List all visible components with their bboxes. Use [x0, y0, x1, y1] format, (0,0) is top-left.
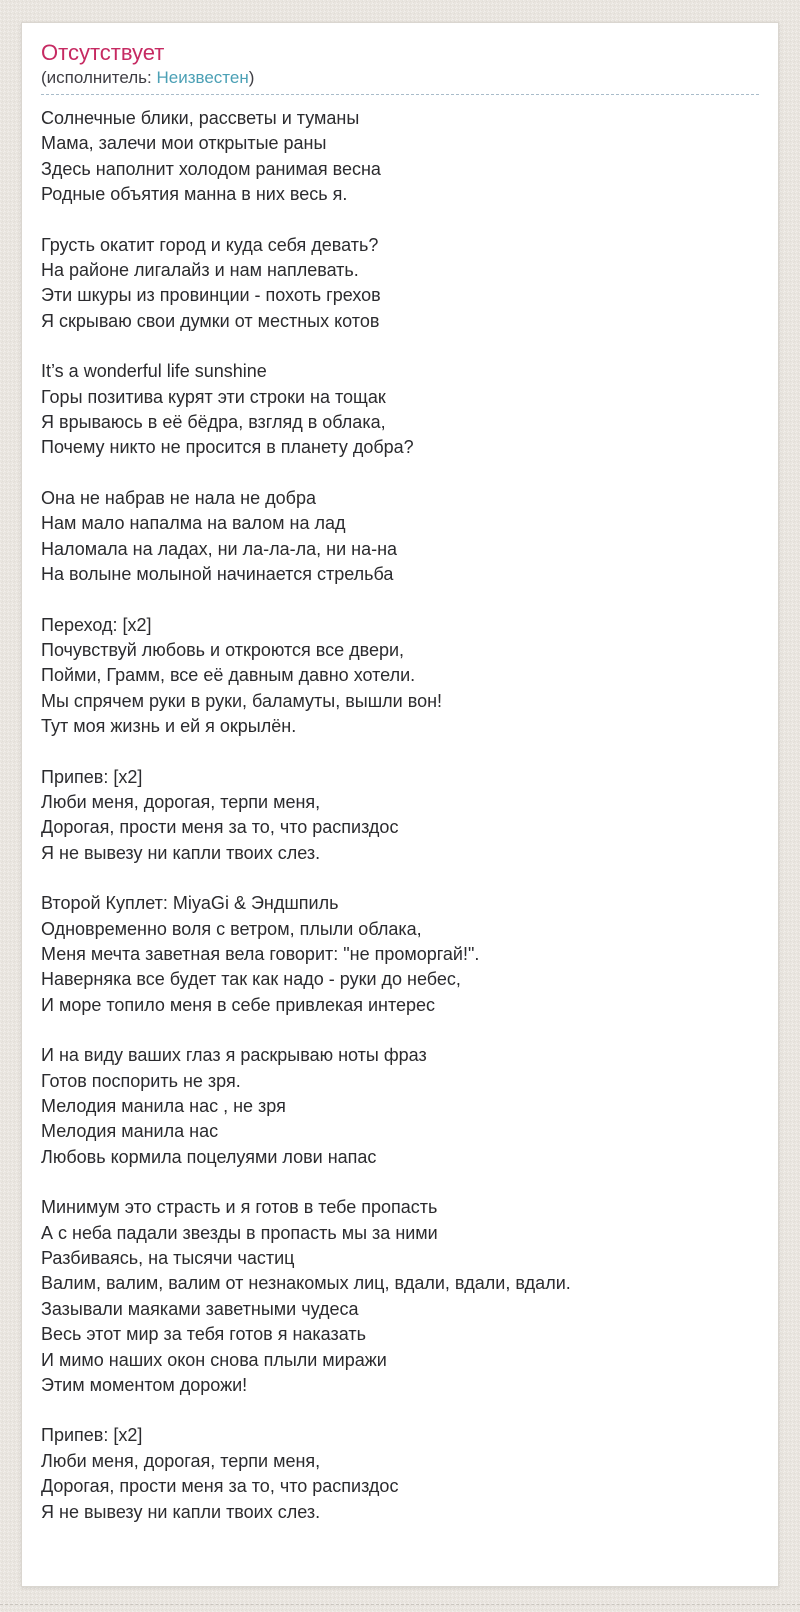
- lyrics-stanza: [41, 106, 759, 208]
- artist-label: (исполнитель:: [41, 68, 152, 87]
- lyrics-stanza: [41, 486, 759, 588]
- lyric-line: На районе лигалайз и нам наплевать.: [41, 260, 359, 281]
- lyric-line: Пойми, Грамм, все её давным давно хотели.: [41, 665, 416, 686]
- lyric-line: Любовь кормила поцелуями лови напас: [41, 1146, 377, 1167]
- lyric-line: На волыне молыной начинается стрельба: [41, 564, 394, 585]
- lyric-line: Валим, валим, валим от незнакомых лиц, вдали, вдали, вдали.: [41, 1273, 571, 1294]
- lyric-line: Припев: [x2]: [41, 766, 143, 787]
- lyric-line: Зазывали маяками заветными чудеса: [41, 1298, 359, 1319]
- lyric-line: Дорогая, прости меня за то, что распиздос: [41, 817, 399, 838]
- lyric-line: Меня мечта заветная вела говорит: "не проморгай!".: [41, 943, 480, 964]
- lyric-line: И мимо наших окон снова плыли миражи: [41, 1349, 387, 1370]
- lyric-line: Почему никто не просится в планету добра?: [41, 437, 414, 458]
- lyrics-card: [21, 22, 779, 1587]
- lyrics-stanza: [41, 1423, 759, 1525]
- lyric-line: Тут моя жизнь и ей я окрылён.: [41, 716, 297, 737]
- lyric-line: Припев: [x2]: [41, 1425, 143, 1446]
- lyric-line: Горы позитива курят эти строки на тощак: [41, 386, 386, 407]
- lyric-line: Одновременно воля с ветром, плыли облака,: [41, 918, 422, 939]
- lyrics-stanza: [41, 1195, 759, 1398]
- lyric-line: Я врываюсь в её бёдра, взгляд в облака,: [41, 412, 386, 433]
- lyrics-stanza: [41, 891, 759, 1018]
- lyric-line: Мы спрячем руки в руки, баламуты, вышли вон!: [41, 690, 443, 711]
- lyric-line: Люби меня, дорогая, терпи меня,: [41, 791, 321, 812]
- lyric-line: Я не вывезу ни капли твоих слез.: [41, 1501, 321, 1522]
- lyric-line: А с неба падали звезды в пропасть мы за ними: [41, 1222, 438, 1243]
- lyrics-stanza: [41, 613, 759, 740]
- lyric-line: Мама, залечи мои открытые раны: [41, 133, 327, 154]
- lyric-line: Нам мало напалма на валом на лад: [41, 513, 346, 534]
- lyric-line: Мелодия манила нас: [41, 1121, 219, 1142]
- lyric-line: Дорогая, прости меня за то, что распиздос: [41, 1476, 399, 1497]
- song-subtitle: [41, 68, 759, 88]
- footer-dashed-separator: [0, 1604, 800, 1605]
- lyrics-stanza: [41, 765, 759, 867]
- lyric-line: Второй Куплет: MiyaGi & Эндшпиль: [41, 893, 339, 914]
- artist-label-close: ): [248, 68, 255, 87]
- lyric-line: Почувствуй любовь и откроются все двери,: [41, 639, 405, 660]
- lyrics-stanza: [41, 359, 759, 461]
- lyrics: [41, 106, 759, 1525]
- lyric-line: Люби меня, дорогая, терпи меня,: [41, 1450, 321, 1471]
- lyric-line: Грусть окатит город и куда себя девать?: [41, 234, 379, 255]
- lyric-line: Она не набрав не нала не добра: [41, 487, 316, 508]
- lyric-line: It’s a wonderful life sunshine: [41, 361, 267, 382]
- lyric-line: Минимум это страсть и я готов в тебе пропасть: [41, 1197, 438, 1218]
- lyric-line: Мелодия манила нас , не зря: [41, 1096, 286, 1116]
- lyric-line: Переход: [x2]: [41, 614, 152, 635]
- lyric-line: Я не вывезу ни капли твоих слез.: [41, 842, 321, 863]
- song-title: Отсутствует: [41, 40, 165, 65]
- lyric-line: Наломала на ладах, ни ла-ла-ла, ни на-на: [41, 538, 398, 559]
- lyric-line: Родные объятия манна в них весь я.: [41, 184, 348, 205]
- lyric-line: Я скрываю свои думки от местных котов: [41, 310, 380, 331]
- lyric-line: Разбиваясь, на тысячи частиц: [41, 1248, 295, 1269]
- lyric-line: Эти шкуры из провинции - похоть грехов: [41, 285, 381, 306]
- lyric-line: Весь этот мир за тебя готов я наказать: [41, 1324, 366, 1345]
- lyric-line: Наверняка все будет так как надо - руки до небес,: [41, 969, 461, 990]
- lyric-line: Готов поспорить не зря.: [41, 1070, 241, 1091]
- lyric-line: Здесь наполнит холодом ранимая весна: [41, 158, 381, 179]
- lyric-line: И на виду ваших глаз я раскрываю ноты фраз: [41, 1045, 427, 1066]
- artist-link[interactable]: Неизвестен: [156, 68, 249, 87]
- lyrics-stanza: [41, 233, 759, 335]
- header-dashed-separator: [41, 94, 759, 95]
- lyric-line: Этим моментом дорожи!: [41, 1375, 248, 1396]
- lyric-line: Солнечные блики, рассветы и туманы: [41, 108, 360, 128]
- lyric-line: И море топило меня в себе привлекая интерес: [41, 994, 436, 1015]
- lyrics-stanza: [41, 1043, 759, 1170]
